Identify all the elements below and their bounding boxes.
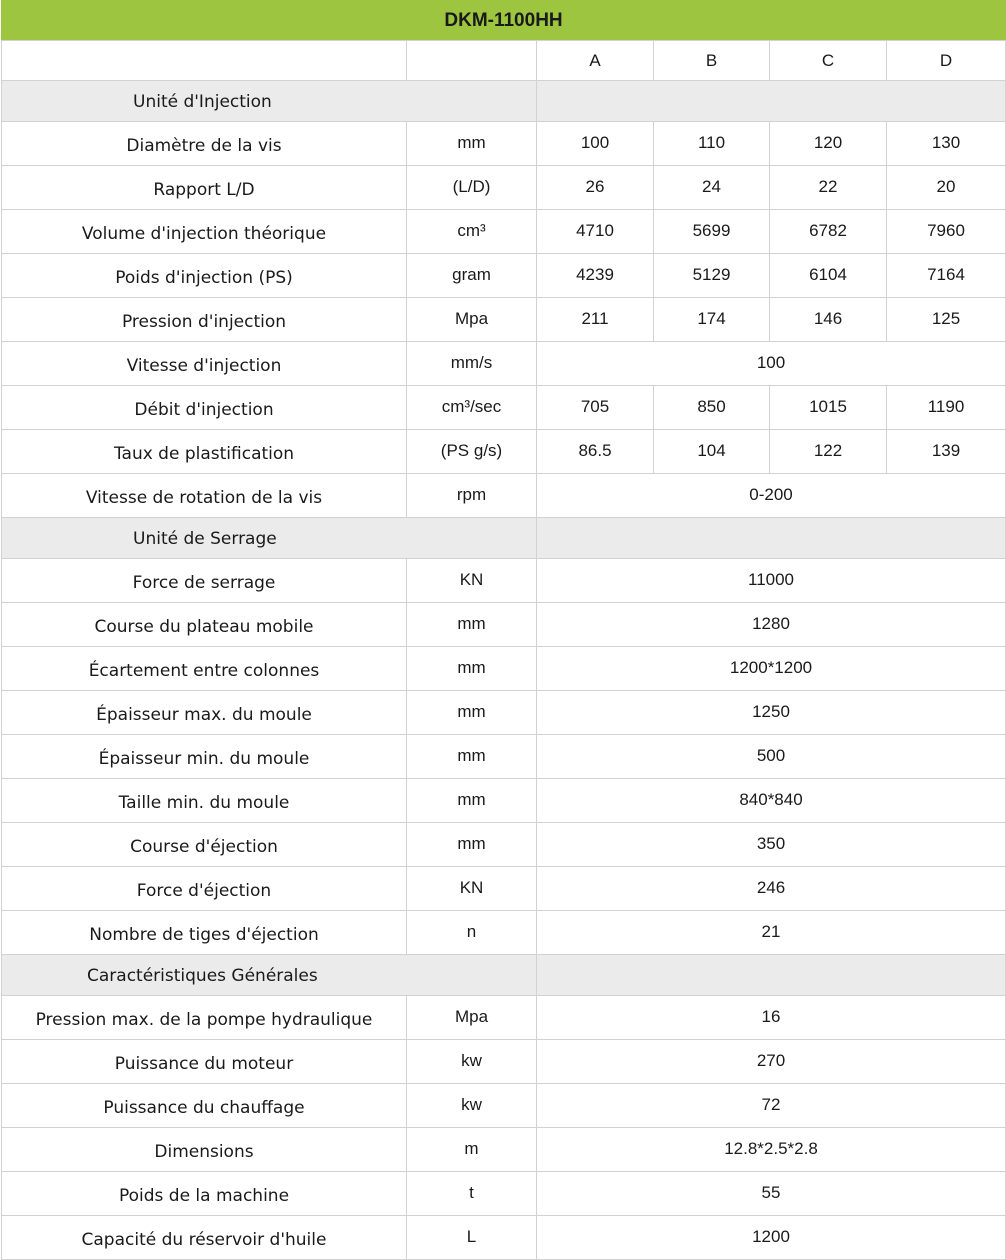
section-header-row — [2, 955, 1006, 996]
row-unit: L — [407, 1216, 537, 1260]
row-label: Épaisseur min. du moule — [2, 735, 407, 779]
row-unit: KN — [407, 559, 537, 603]
column-header-d: D — [887, 41, 1006, 81]
table-row — [2, 386, 1006, 430]
row-value-a: 211 — [537, 298, 654, 342]
row-label: Rapport L/D — [2, 166, 407, 210]
table-row — [2, 474, 1006, 518]
row-value-all: 350 — [537, 823, 1006, 867]
table-row — [2, 210, 1006, 254]
row-value-b: 24 — [654, 166, 770, 210]
row-label: Dimensions — [2, 1128, 407, 1172]
spec-table — [1, 0, 1006, 1260]
row-value-all: 1200*1200 — [537, 647, 1006, 691]
row-unit: kw — [407, 1040, 537, 1084]
row-value-b: 850 — [654, 386, 770, 430]
row-unit: mm — [407, 691, 537, 735]
column-header-row — [2, 41, 1006, 81]
section-header-row — [2, 81, 1006, 122]
row-unit: KN — [407, 867, 537, 911]
row-value-b: 5699 — [654, 210, 770, 254]
row-value-d: 139 — [887, 430, 1006, 474]
title-row — [2, 1, 1006, 41]
row-unit: Mpa — [407, 996, 537, 1040]
row-unit: mm/s — [407, 342, 537, 386]
row-label: Vitesse de rotation de la vis — [2, 474, 407, 518]
row-value-all: 1250 — [537, 691, 1006, 735]
row-value-c: 6782 — [770, 210, 887, 254]
row-value-b: 174 — [654, 298, 770, 342]
row-label: Volume d'injection théorique — [2, 210, 407, 254]
table-row — [2, 1040, 1006, 1084]
table-row — [2, 1172, 1006, 1216]
section-header-fill — [537, 81, 1006, 122]
row-value-b: 104 — [654, 430, 770, 474]
row-value-c: 146 — [770, 298, 887, 342]
row-unit: Mpa — [407, 298, 537, 342]
row-value-all: 0-200 — [537, 474, 1006, 518]
column-header-a: A — [537, 41, 654, 81]
row-unit: t — [407, 1172, 537, 1216]
row-label: Diamètre de la vis — [2, 122, 407, 166]
section-title: Unité de Serrage — [2, 518, 537, 559]
row-unit: gram — [407, 254, 537, 298]
row-value-all: 12.8*2.5*2.8 — [537, 1128, 1006, 1172]
row-unit: (L/D) — [407, 166, 537, 210]
table-row — [2, 1128, 1006, 1172]
row-unit: mm — [407, 823, 537, 867]
column-header-b: B — [654, 41, 770, 81]
section-title: Unité d'Injection — [2, 81, 537, 122]
row-label: Taux de plastification — [2, 430, 407, 474]
row-value-d: 130 — [887, 122, 1006, 166]
table-row — [2, 735, 1006, 779]
header-empty-unit — [407, 41, 537, 81]
table-row — [2, 559, 1006, 603]
table-row — [2, 1084, 1006, 1128]
row-unit: mm — [407, 735, 537, 779]
row-label: Écartement entre colonnes — [2, 647, 407, 691]
row-value-d: 125 — [887, 298, 1006, 342]
table-row — [2, 254, 1006, 298]
table-row — [2, 911, 1006, 955]
row-label: Pression d'injection — [2, 298, 407, 342]
row-value-d: 7960 — [887, 210, 1006, 254]
row-label: Poids d'injection (PS) — [2, 254, 407, 298]
table-row — [2, 122, 1006, 166]
section-header-fill — [537, 955, 1006, 996]
row-label: Puissance du chauffage — [2, 1084, 407, 1128]
section-header-row — [2, 518, 1006, 559]
row-label: Force d'éjection — [2, 867, 407, 911]
row-value-a: 26 — [537, 166, 654, 210]
table-row — [2, 603, 1006, 647]
row-value-b: 5129 — [654, 254, 770, 298]
row-value-b: 110 — [654, 122, 770, 166]
table-title: DKM-1100HH — [2, 1, 1006, 41]
row-label: Course du plateau mobile — [2, 603, 407, 647]
row-label: Épaisseur max. du moule — [2, 691, 407, 735]
row-unit: n — [407, 911, 537, 955]
table-row — [2, 779, 1006, 823]
row-unit: m — [407, 1128, 537, 1172]
row-value-all: 21 — [537, 911, 1006, 955]
row-value-all: 500 — [537, 735, 1006, 779]
row-value-all: 100 — [537, 342, 1006, 386]
row-label: Course d'éjection — [2, 823, 407, 867]
row-label: Vitesse d'injection — [2, 342, 407, 386]
row-value-d: 1190 — [887, 386, 1006, 430]
row-unit: cm³/sec — [407, 386, 537, 430]
table-row — [2, 867, 1006, 911]
row-value-d: 7164 — [887, 254, 1006, 298]
row-unit: mm — [407, 122, 537, 166]
row-unit: cm³ — [407, 210, 537, 254]
table-row — [2, 1216, 1006, 1260]
row-value-all: 1200 — [537, 1216, 1006, 1260]
row-value-c: 1015 — [770, 386, 887, 430]
row-value-a: 4239 — [537, 254, 654, 298]
row-value-all: 72 — [537, 1084, 1006, 1128]
section-title: Caractéristiques Générales — [2, 955, 537, 996]
table-row — [2, 996, 1006, 1040]
row-value-c: 120 — [770, 122, 887, 166]
row-unit: (PS g/s) — [407, 430, 537, 474]
header-empty-label — [2, 41, 407, 81]
row-value-a: 4710 — [537, 210, 654, 254]
table-row — [2, 691, 1006, 735]
table-row — [2, 647, 1006, 691]
row-unit: mm — [407, 779, 537, 823]
row-value-all: 270 — [537, 1040, 1006, 1084]
row-value-all: 16 — [537, 996, 1006, 1040]
row-value-all: 55 — [537, 1172, 1006, 1216]
row-label: Force de serrage — [2, 559, 407, 603]
row-value-all: 246 — [537, 867, 1006, 911]
row-value-a: 86.5 — [537, 430, 654, 474]
section-header-fill — [537, 518, 1006, 559]
row-unit: mm — [407, 603, 537, 647]
table-row — [2, 166, 1006, 210]
table-row — [2, 342, 1006, 386]
row-unit: mm — [407, 647, 537, 691]
row-unit: rpm — [407, 474, 537, 518]
row-value-d: 20 — [887, 166, 1006, 210]
row-unit: kw — [407, 1084, 537, 1128]
row-label: Taille min. du moule — [2, 779, 407, 823]
row-value-c: 22 — [770, 166, 887, 210]
table-row — [2, 298, 1006, 342]
row-label: Capacité du réservoir d'huile — [2, 1216, 407, 1260]
row-label: Poids de la machine — [2, 1172, 407, 1216]
row-value-a: 100 — [537, 122, 654, 166]
row-label: Débit d'injection — [2, 386, 407, 430]
row-label: Nombre de tiges d'éjection — [2, 911, 407, 955]
row-value-all: 1280 — [537, 603, 1006, 647]
row-value-all: 840*840 — [537, 779, 1006, 823]
table-row — [2, 823, 1006, 867]
row-value-c: 122 — [770, 430, 887, 474]
row-label: Pression max. de la pompe hydraulique — [2, 996, 407, 1040]
row-value-a: 705 — [537, 386, 654, 430]
row-value-c: 6104 — [770, 254, 887, 298]
table-row — [2, 430, 1006, 474]
row-value-all: 11000 — [537, 559, 1006, 603]
row-label: Puissance du moteur — [2, 1040, 407, 1084]
column-header-c: C — [770, 41, 887, 81]
